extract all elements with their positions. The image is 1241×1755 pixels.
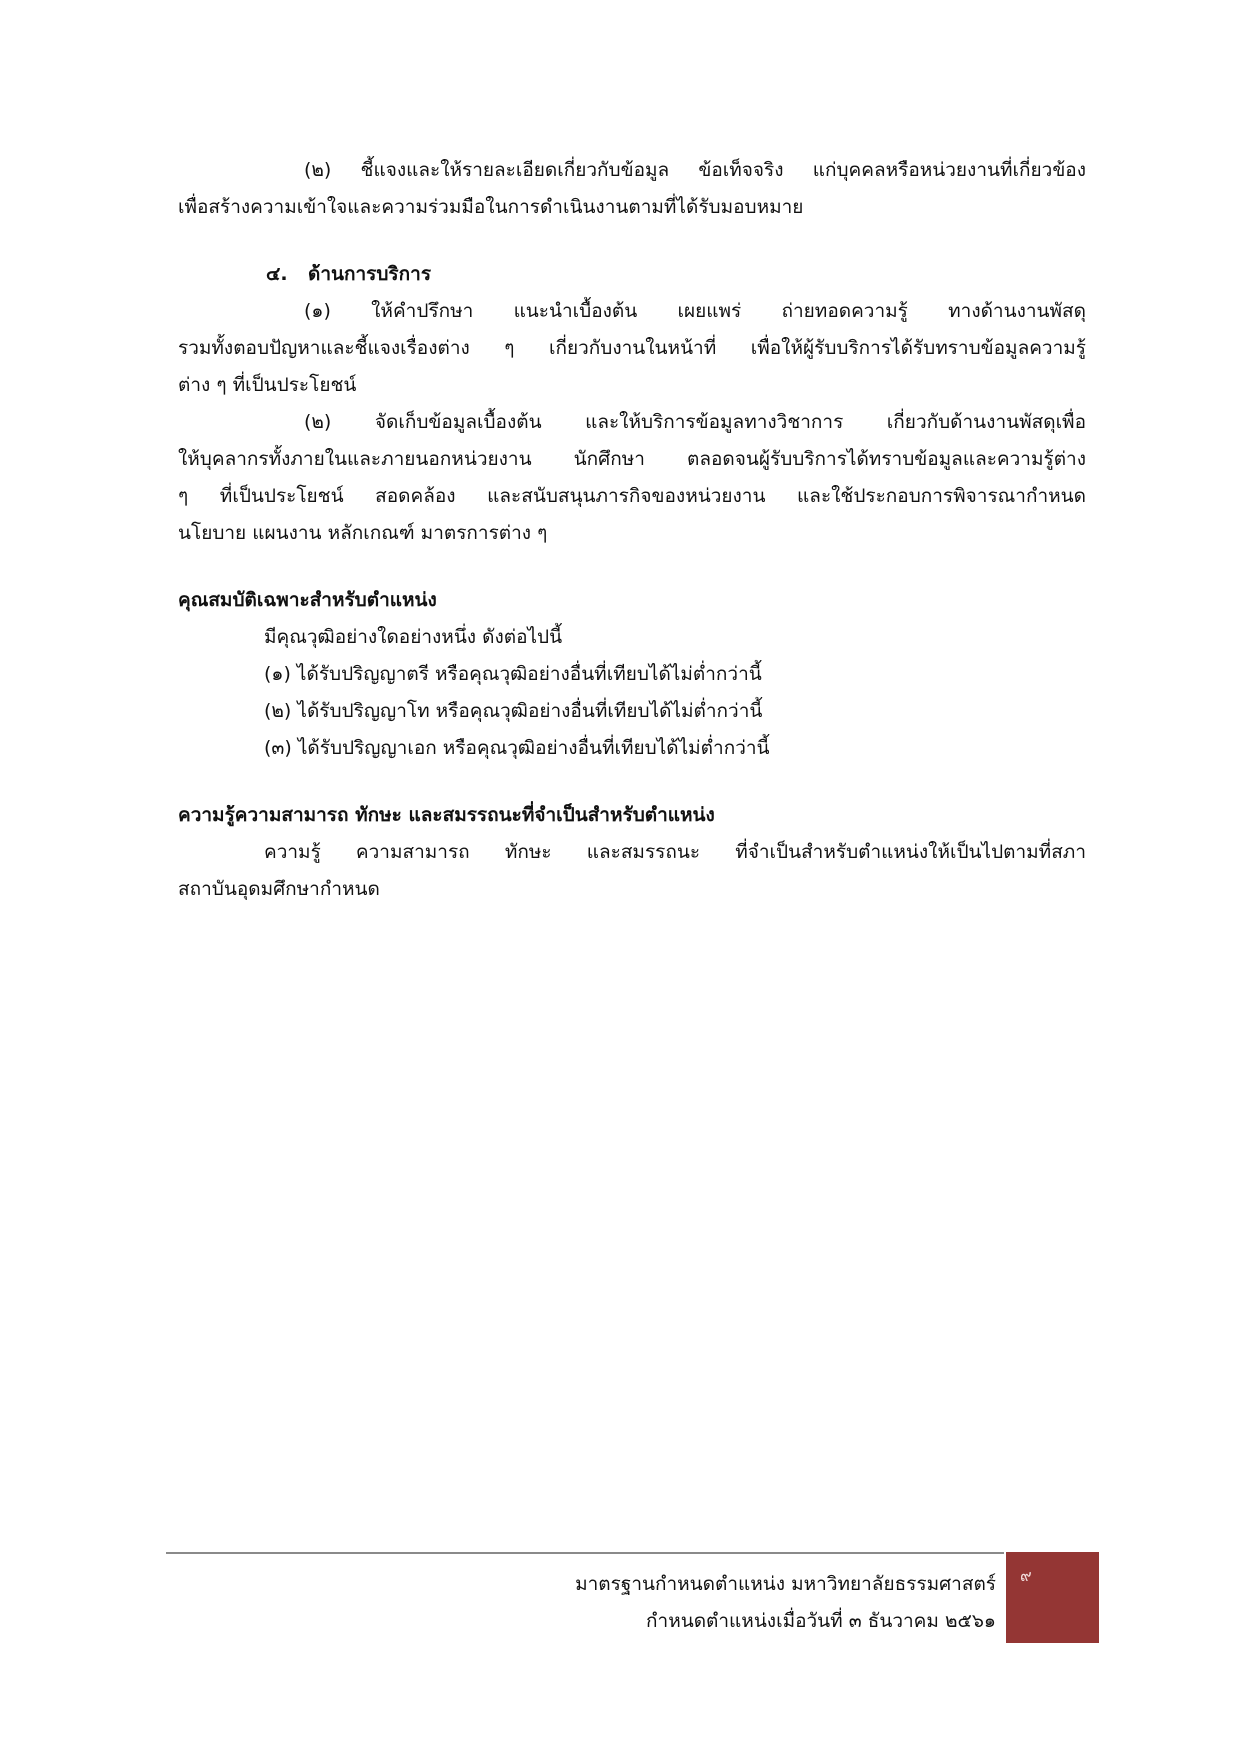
competency-line-2: สถาบันอุดมศึกษากำหนด: [178, 878, 380, 900]
service-2-line-1: (๒) จัดเก็บข้อมูลเบื้องต้น และให้บริการข้อมูลทางวิชาการ เกี่ยวกับด้านงานพัสดุเพื่อ: [304, 411, 1086, 433]
page-content: [178, 152, 1086, 908]
duty-2-line-2: เพื่อสร้างความเข้าใจและความร่วมมือในการดำเนินงานตามที่ได้รับมอบหมาย: [178, 196, 804, 218]
competency-line-1: ความรู้ ความสามารถ ทักษะ และสมรรถนะ ที่จำเป็นสำหรับตำแหน่งให้เป็นไปตามที่สภา: [264, 841, 1086, 863]
page-number: ๙: [1020, 1566, 1032, 1585]
section-4-number: ๔.: [266, 263, 288, 285]
duty-2-line-1: (๒) ชี้แจงและให้รายละเอียดเกี่ยวกับข้อมูล ข้อเท็จจริง แก่บุคคลหรือหน่วยงานที่เกี่ยวข้อง: [304, 159, 1086, 181]
service-2-line-2: ให้บุคลากรทั้งภายในและภายนอกหน่วยงาน นักศึกษา ตลอดจนผู้รับบริการได้ทราบข้อมูลและความรู้ต่าง: [178, 448, 1086, 470]
qualifications-heading: คุณสมบัติเฉพาะสำหรับตำแหน่ง: [178, 589, 437, 611]
qualification-item-1: (๑) ได้รับปริญญาตรี หรือคุณวุฒิอย่างอื่นที่เทียบได้ไม่ต่ำกว่านี้: [264, 663, 762, 685]
page-number-box: [1006, 1552, 1099, 1643]
spacer: [178, 552, 1086, 582]
qualification-item-3: (๓) ได้รับปริญญาเอก หรือคุณวุฒิอย่างอื่นที่เทียบได้ไม่ต่ำกว่านี้: [264, 737, 770, 759]
service-1-line-1: (๑) ให้คำปรึกษา แนะนำเบื้องต้น เผยแพร่ ถ่ายทอดความรู้ ทางด้านงานพัสดุ: [304, 300, 1086, 322]
footer: [420, 1566, 996, 1640]
service-1-line-3: ต่าง ๆ ที่เป็นประโยชน์: [178, 374, 357, 396]
qualification-item-2: (๒) ได้รับปริญญาโท หรือคุณวุฒิอย่างอื่นที่เทียบได้ไม่ต่ำกว่านี้: [264, 700, 763, 722]
qualifications-intro: มีคุณวุฒิอย่างใดอย่างหนึ่ง ดังต่อไปนี้: [264, 626, 563, 648]
footer-title: มาตรฐานกำหนดตำแหน่ง มหาวิทยาลัยธรรมศาสตร์: [575, 1573, 996, 1595]
section-4-heading: [178, 256, 1086, 293]
competency-heading: ความรู้ความสามารถ ทักษะ และสมรรถนะที่จำเป็นสำหรับตำแหน่ง: [178, 804, 715, 826]
footer-divider: [166, 1552, 1004, 1554]
service-1-line-2: รวมทั้งตอบปัญหาและชี้แจงเรื่องต่าง ๆ เกี่ยวกับงานในหน้าที่ เพื่อให้ผู้รับบริการได้รับทราบข้อมูลความรู้: [178, 337, 1086, 359]
section-4-title: ด้านการบริการ: [308, 263, 432, 285]
spacer: [178, 767, 1086, 797]
service-2-line-3: ๆ ที่เป็นประโยชน์ สอดคล้อง และสนับสนุนภารกิจของหน่วยงาน และใช้ประกอบการพิจารณากำหนด: [178, 485, 1086, 507]
service-2-line-4: นโยบาย แผนงาน หลักเกณฑ์ มาตรการต่าง ๆ: [178, 522, 548, 544]
spacer: [178, 226, 1086, 256]
footer-date: กำหนดตำแหน่งเมื่อวันที่ ๓ ธันวาคม ๒๕๖๑: [646, 1610, 996, 1632]
